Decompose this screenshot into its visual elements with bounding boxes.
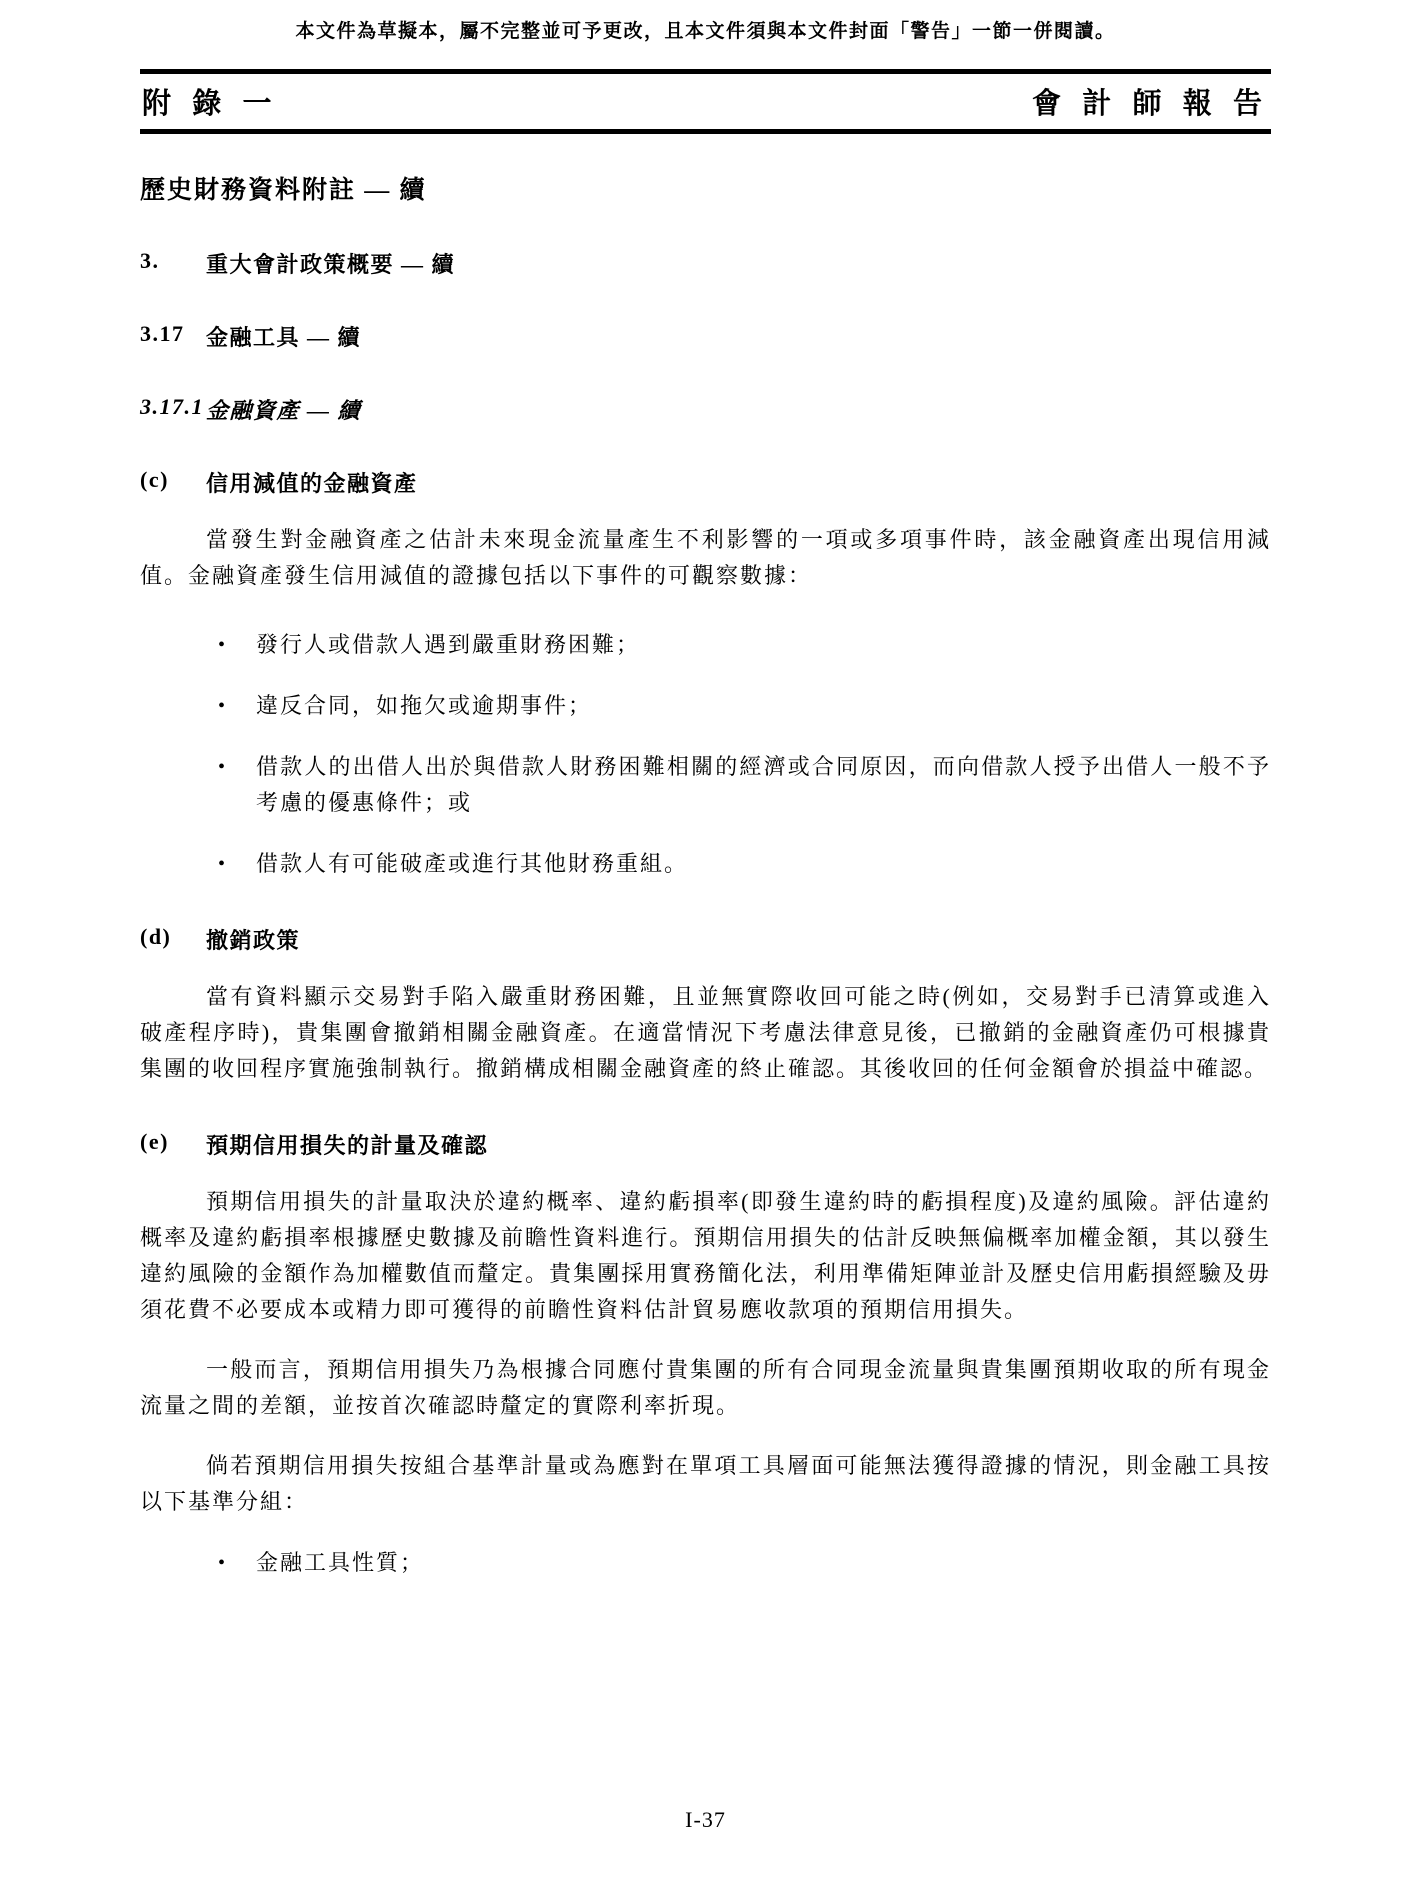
heading-3	[140, 248, 1271, 279]
heading-c-text: 信用減值的金融資產	[206, 471, 418, 496]
heading-3-number: 3.	[140, 248, 160, 273]
heading-3-17-1-text: 金融資產 — 續	[206, 398, 362, 423]
header-rule-bottom	[140, 129, 1271, 134]
bullet-icon: •	[218, 853, 228, 875]
heading-3-17-1-number: 3.17.1	[140, 394, 204, 419]
heading-d	[140, 924, 1271, 955]
list-item-text: 金融工具性質；	[256, 1550, 425, 1575]
spacer	[140, 594, 1271, 602]
heading-d-text: 撤銷政策	[206, 928, 301, 953]
appendix-label: 附 錄 一	[142, 88, 279, 120]
list-item	[140, 749, 1271, 821]
paragraph-e-3: 倘若預期信用損失按組合基準計量或為應對在單項工具層面可能無法獲得證據的情況，則金融工具按以下基準分組：	[140, 1453, 1271, 1514]
list-item-text: 發行人或借款人遇到嚴重財務困難；	[256, 632, 641, 657]
list-item	[140, 627, 1271, 663]
paragraph-e-2: 一般而言，預期信用損失乃為根據合同應付貴集團的所有合同現金流量與貴集團預期收取的所有現金流量之間的差額，並按首次確認時釐定的實際利率折現。	[140, 1357, 1271, 1418]
heading-c-label: (c)	[140, 467, 169, 492]
paragraph-e-1: 預期信用損失的計量取決於違約概率、違約虧損率(即發生違約時的虧損程度)及違約風險。評估違約概率及違約虧損率根據歷史數據及前瞻性資料進行。預期信用損失的估計反映無偏概率加權金額，其以發生違約風險的金額作為加權數值而釐定。貴集團採用實務簡化法，利用準備矩陣並計及歷史信用虧損經驗及毋須花費不必要成本或精力即可獲得的前瞻性資料估計貿易應收款項的預期信用損失。	[140, 1189, 1271, 1322]
paragraph-c: 當發生對金融資產之估計未來現金流量產生不利影響的一項或多項事件時，該金融資產出現信用減值。金融資產發生信用減值的證據包括以下事件的可觀察數據：	[140, 527, 1271, 588]
bullet-icon: •	[218, 1552, 228, 1574]
list-item-text: 借款人有可能破產或進行其他財務重組。	[256, 851, 689, 876]
heading-d-label: (d)	[140, 924, 172, 949]
report-title: 會 計 師 報 告	[1031, 88, 1269, 120]
paragraph-d: 當有資料顯示交易對手陷入嚴重財務困難，且並無實際收回可能之時(例如，交易對手已清算或進入破產程序時)，貴集團會撤銷相關金融資產。在適當情況下考慮法律意見後，已撤銷的金融資產仍可根據貴集團的收回程序實施強制執行。撤銷構成相關金融資產的終止確認。其後收回的任何金額會於損益中確認。	[140, 984, 1271, 1081]
heading-e-text: 預期信用損失的計量及確認	[206, 1133, 489, 1158]
heading-3-17-1	[140, 394, 1271, 425]
draft-disclaimer: 本文件為草擬本，屬不完整並可予更改，且本文件須與本文件封面「警告」一節一併閱讀。	[295, 21, 1116, 42]
list-item	[140, 688, 1271, 724]
heading-3-17	[140, 321, 1271, 352]
bullet-icon: •	[218, 756, 228, 778]
list-item	[140, 1545, 1271, 1581]
heading-e-label: (e)	[140, 1129, 169, 1154]
list-item	[140, 846, 1271, 882]
list-item-text: 借款人的出借人出於與借款人財務困難相關的經濟或合同原因，而向借款人授予出借人一般不予考慮的優惠條件；或	[256, 754, 1271, 815]
page-number: I-37	[685, 1807, 726, 1832]
page-title: 歷史財務資料附註 — 續	[140, 177, 427, 204]
heading-e	[140, 1129, 1271, 1160]
heading-c	[140, 467, 1271, 498]
list-item-text: 違反合同，如拖欠或逾期事件；	[256, 693, 593, 718]
bullet-icon: •	[218, 634, 228, 656]
bullet-icon: •	[218, 695, 228, 717]
heading-3-17-text: 金融工具 — 續	[206, 325, 362, 350]
page-header	[140, 74, 1271, 129]
heading-3-text: 重大會計政策概要 — 續	[206, 252, 456, 277]
heading-3-17-number: 3.17	[140, 321, 185, 346]
